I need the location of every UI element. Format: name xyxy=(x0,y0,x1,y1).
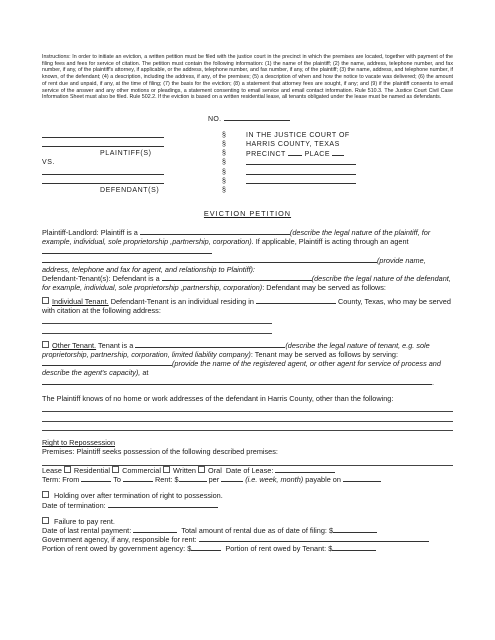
section-symbol: § xyxy=(222,168,226,176)
agent-field-2[interactable] xyxy=(42,256,377,263)
total-due-field[interactable] xyxy=(333,526,377,533)
other-tenant-checkbox[interactable] xyxy=(42,341,49,348)
premises-text: Premises: Plaintiff seeks possession of the following described premises: xyxy=(42,447,278,457)
failure-to-pay-line xyxy=(42,517,453,526)
court-name-line2: HARRIS COUNTY, TEXAS xyxy=(246,141,340,149)
termination-date-label: Date of termination: xyxy=(42,500,106,510)
plaintiff-legal-nature-field[interactable] xyxy=(140,228,290,235)
commercial-checkbox[interactable] xyxy=(112,466,119,473)
residential-label: Residential xyxy=(73,466,111,476)
precinct-place-line xyxy=(246,149,453,158)
other-tenant-text: Tenant is a xyxy=(98,340,134,350)
term-to-field[interactable] xyxy=(123,475,153,482)
rent-label: Rent: $ xyxy=(155,475,179,485)
section-symbol: § xyxy=(222,131,226,139)
per-field[interactable] xyxy=(221,475,243,482)
plaintiff-legal-nature-text: Plaintiff is a xyxy=(100,228,138,238)
individual-tenant-label: Individual Tenant. xyxy=(52,296,109,306)
holding-over-line xyxy=(42,491,453,500)
case-number-line xyxy=(42,114,453,123)
defendant-name-field-1[interactable] xyxy=(42,168,164,175)
service-agent-hint: (provide the name of the registered agent, or other agent for service of process and describe the agent's capacity), xyxy=(42,359,441,378)
case-number-label: NO. xyxy=(208,115,222,123)
termination-date-field[interactable] xyxy=(108,501,218,508)
govt-agency-line xyxy=(42,535,453,544)
per-hint: (i.e. week, month) xyxy=(245,475,304,485)
defendant-legal-nature-text: Defendant is a xyxy=(112,274,160,284)
holding-over-checkbox[interactable] xyxy=(42,491,49,498)
lease-label: Lease xyxy=(42,466,62,476)
county-label: County, xyxy=(337,296,363,306)
total-due-label: Total amount of rental due as of date of filing: $ xyxy=(181,526,334,536)
oral-checkbox[interactable] xyxy=(198,466,205,473)
other-tenant-label: Other Tenant. xyxy=(52,340,97,350)
portion-tenant-field[interactable] xyxy=(332,544,376,551)
date-of-lease-field[interactable] xyxy=(275,466,335,473)
section-symbol: § xyxy=(222,150,226,158)
termination-date-line xyxy=(42,501,453,510)
portion-tenant-label: Portion of rent owed by Tenant: $ xyxy=(225,544,333,554)
service-address-field[interactable] xyxy=(42,378,432,385)
term-to-label: To xyxy=(113,475,121,485)
precinct-label: PRECINCT xyxy=(246,151,286,159)
section-symbol: § xyxy=(222,159,226,167)
plaintiff-label: PLAINTIFF(S) xyxy=(100,150,152,158)
agent-field-1[interactable] xyxy=(42,247,212,254)
case-number-field[interactable] xyxy=(224,114,290,121)
residential-checkbox[interactable] xyxy=(64,466,71,473)
portion-govt-label: Portion of rent owed by government agency: $ xyxy=(42,544,192,554)
plaintiff-legal-nature-hint: (describe the legal nature of the plaintiff, for example, individual, sole proprietorship ,partnership, corporation). xyxy=(42,228,431,247)
last-payment-label: Date of last rental payment: xyxy=(42,526,132,536)
plaintiff-landlord-section xyxy=(42,228,453,274)
last-payment-line xyxy=(42,526,453,535)
payable-on-label: payable on xyxy=(305,475,341,485)
rent-field[interactable] xyxy=(179,475,207,482)
payable-on-field[interactable] xyxy=(343,475,381,482)
oral-label: Oral xyxy=(208,466,222,476)
section-symbol: § xyxy=(222,141,226,149)
service-agent-field[interactable] xyxy=(42,359,172,366)
govt-agency-field[interactable] xyxy=(199,535,429,542)
caption-blank-field-3[interactable] xyxy=(246,177,356,184)
premises-field[interactable] xyxy=(42,457,453,466)
defendant-legal-nature-hint: (describe the legal nature of the defendant, for example, individual, sole proprietorship ,partnership, corporation) xyxy=(42,274,451,293)
failure-to-pay-label: Failure to pay rent. xyxy=(54,516,115,526)
written-label: Written xyxy=(173,466,196,476)
other-tenant-nature-hint: (describe the legal nature of tenant, e.g. sole proprietorship, partnership, corporation, limited liability company) xyxy=(42,340,430,360)
known-address-field-3[interactable] xyxy=(42,422,453,431)
term-from-label: Term: From xyxy=(42,475,80,485)
commercial-label: Commercial xyxy=(122,466,161,476)
place-label: PLACE xyxy=(304,151,331,159)
agent-hint: (provide name, address, telephone and fax for agent, and relationship to Plaintiff): xyxy=(42,255,426,275)
individual-address-field-2[interactable] xyxy=(42,324,272,333)
repossession-heading: Right to Repossession xyxy=(42,438,116,448)
individual-service-text: Texas, who may be served with citation at the following address: xyxy=(42,296,451,315)
other-tenant-service-text: : Tenant may be served as follows by serving: xyxy=(250,350,398,360)
individual-tenant-checkbox[interactable] xyxy=(42,297,49,304)
term-line xyxy=(42,475,453,484)
defendant-legal-nature-field[interactable] xyxy=(162,274,312,281)
known-address-field-2[interactable] xyxy=(42,412,453,421)
defendant-name-field-2[interactable] xyxy=(42,177,164,184)
defendant-service-text: : Defendant may be served as follows: xyxy=(262,283,386,293)
plaintiff-name-field-1[interactable] xyxy=(42,131,164,138)
portion-line xyxy=(42,544,453,553)
court-name-line1: IN THE JUSTICE COURT OF xyxy=(246,131,350,139)
petition-body xyxy=(42,228,453,553)
document-title: EVICTION PETITION xyxy=(203,209,292,219)
no-home-text: The Plaintiff knows of no home or work addresses of the defendant in Harris County, other than the following: xyxy=(42,393,394,403)
last-payment-field[interactable] xyxy=(133,526,177,533)
place-field[interactable] xyxy=(332,149,344,156)
county-field[interactable] xyxy=(256,297,336,304)
date-of-lease-label: Date of Lease: xyxy=(225,466,274,476)
agent-text: If applicable, Plaintiff is acting through an agent xyxy=(255,237,409,247)
term-from-field[interactable] xyxy=(81,475,111,482)
lease-line xyxy=(42,466,453,475)
plaintiff-landlord-label: Plaintiff-Landlord: xyxy=(42,228,99,238)
plaintiff-name-field-2[interactable] xyxy=(42,140,164,147)
caption-court xyxy=(246,131,453,195)
caption-blank-field-2[interactable] xyxy=(246,168,356,175)
individual-tenant-section xyxy=(42,297,453,315)
caption-parties xyxy=(42,131,202,195)
holding-over-label: Holding over after termination of right to possession. xyxy=(54,491,223,501)
portion-govt-field[interactable] xyxy=(191,544,221,551)
at-label: at xyxy=(142,368,149,378)
failure-to-pay-checkbox[interactable] xyxy=(42,517,49,524)
vs-label: VS. xyxy=(42,159,56,167)
individual-address-field-1[interactable] xyxy=(42,315,272,324)
other-tenant-section: Other Tenant. Tenant is a (describe the legal nature of tenant, e.g. sole proprietorship, partnership, corporation, limited liability company): Tenant may be served as follows by serving: (provide the name of the registered agent, or other agent for service of process and describe the agent's capacity), at . xyxy=(42,340,441,387)
caption-blank-field-1[interactable] xyxy=(246,158,356,165)
written-checkbox[interactable] xyxy=(163,466,170,473)
govt-agency-label: Government agency, if any, responsible for rent: xyxy=(42,535,197,545)
other-tenant-nature-field[interactable] xyxy=(135,341,285,348)
case-caption xyxy=(42,131,453,195)
defendant-label: DEFENDANT(S) xyxy=(100,187,160,195)
individual-tenant-text: Defendant-Tenant is an individual residing in xyxy=(110,296,254,306)
per-label: per xyxy=(208,475,220,485)
section-symbol: § xyxy=(222,177,226,185)
precinct-field[interactable] xyxy=(288,149,302,156)
defendant-tenant-label: Defendant-Tenant(s): xyxy=(42,274,111,284)
section-symbol-column xyxy=(202,131,246,195)
defendant-tenant-section xyxy=(42,274,453,292)
known-address-field-1[interactable] xyxy=(42,403,453,412)
section-symbol: § xyxy=(222,187,226,195)
instructions-text: Instructions: In order to initiate an eviction, a written petition must be filed with the justice court in the precinct in which the premises are located, together with payment of the filing fees and fees for service of citation. The petition must contain the following information: (1) the name of the plaintiff; (2) the name, address, telephone number, and fax number, if any, of the plaintiff's attorney, if applicable, or the address, telephone number, and fax number, if any, of the plaintiff; (3) the name, address, and telephone number, if known, of the defendant; (4) a description, including the address, if any, of the premises; (5) a description of when and how the notice to vacate was delivered; (6) the amount of rent due and unpaid, if any, at the time of filing; (7) the basis for the eviction; (8) a statement that attorney fees are sought, if any; and (9) if the plaintiff consents to email service of the answer and any other motions or pleadings, a statement consenting to email service and email contact information. Rule 510.3. The Justice Court Civil Case Information Sheet must also be filed. Rule 502.2. If the eviction is based on a written residential lease, all tenants obligated under the lease must be named as defendants. xyxy=(42,54,453,101)
